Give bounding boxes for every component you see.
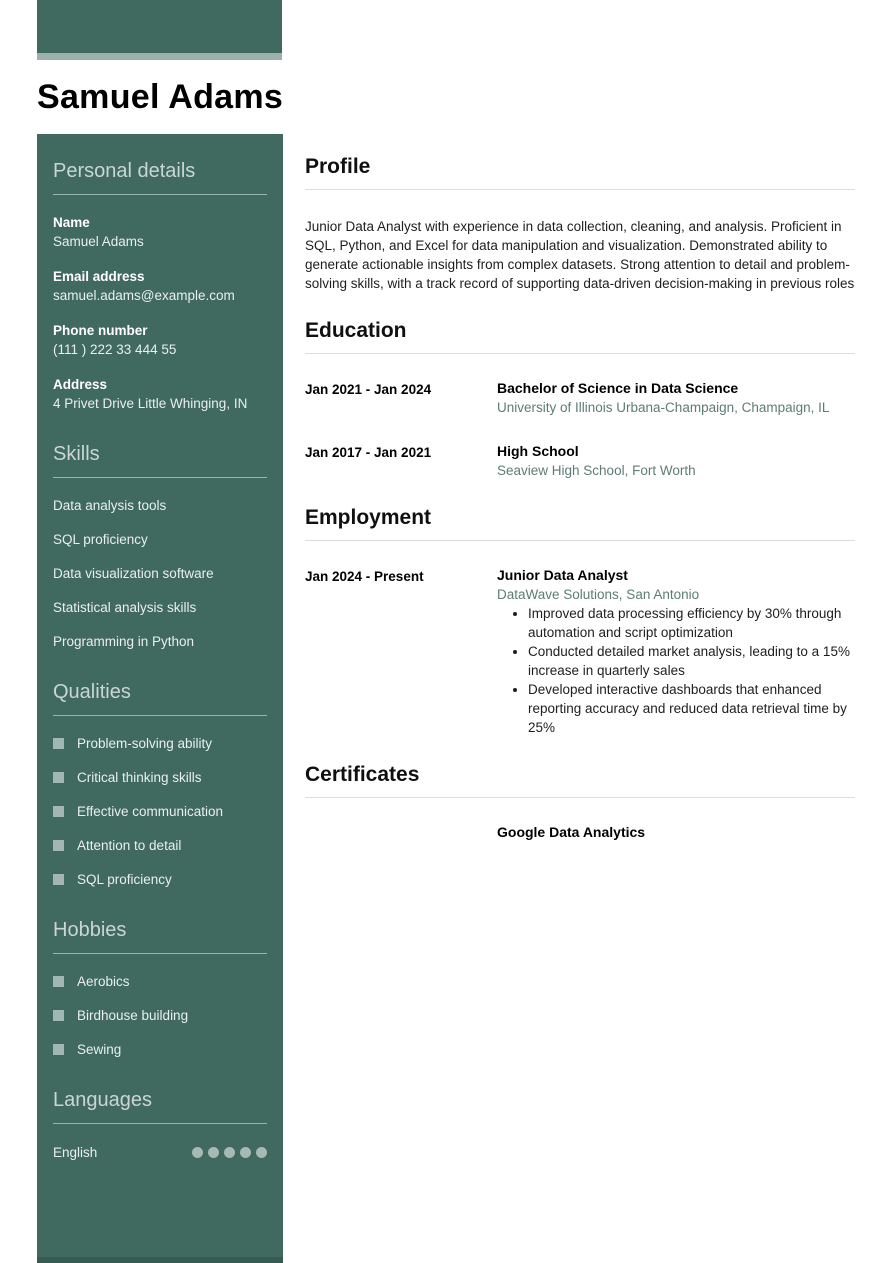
sidebar-section-hobbies bbox=[53, 919, 267, 1059]
square-bullet-icon bbox=[53, 1044, 64, 1055]
profile-heading: Profile bbox=[305, 156, 855, 190]
level-dot-icon bbox=[192, 1147, 203, 1158]
field-value: (111 ) 222 33 444 55 bbox=[53, 342, 177, 357]
sidebar-section-skills bbox=[53, 443, 267, 651]
quality-label: Effective communication bbox=[77, 804, 224, 819]
languages-heading: Languages bbox=[53, 1089, 267, 1124]
field-label: Name bbox=[53, 215, 90, 230]
institution-name: Seaview High School, Fort Worth bbox=[497, 463, 696, 478]
hobbies-list bbox=[53, 972, 267, 1059]
employment-entries bbox=[305, 566, 855, 737]
entry-dates: Jan 2021 - Jan 2024 bbox=[305, 382, 432, 397]
employment-entry bbox=[305, 566, 855, 737]
quality-item bbox=[53, 734, 267, 753]
languages-list bbox=[53, 1143, 267, 1162]
entry-dates bbox=[305, 823, 497, 842]
field-value: samuel.adams@example.com bbox=[53, 288, 235, 303]
square-bullet-icon bbox=[53, 840, 64, 851]
certificate-title: Google Data Analytics bbox=[497, 824, 646, 840]
field-value: Samuel Adams bbox=[53, 234, 144, 249]
name-title: Samuel Adams bbox=[37, 78, 284, 116]
personal-details-heading: Personal details bbox=[53, 160, 267, 195]
hobby-label: Sewing bbox=[77, 1042, 122, 1057]
skills-heading: Skills bbox=[53, 443, 267, 478]
skill-item: SQL proficiency bbox=[53, 532, 148, 547]
quality-item bbox=[53, 802, 267, 821]
hobby-label: Birdhouse building bbox=[77, 1008, 189, 1023]
photo-placeholder bbox=[37, 0, 282, 60]
quality-item bbox=[53, 836, 267, 855]
hobby-item bbox=[53, 1040, 267, 1059]
language-name: English bbox=[53, 1145, 98, 1160]
entry-content bbox=[497, 823, 855, 842]
field-value: 4 Privet Drive Little Whinging, IN bbox=[53, 396, 248, 411]
job-title: Junior Data Analyst bbox=[497, 567, 628, 583]
entry-dates: Jan 2017 - Jan 2021 bbox=[305, 445, 432, 460]
achievement-item: • Improved data processing efficiency by 30% through automation and script optimization bbox=[528, 604, 855, 642]
achievements-list bbox=[497, 604, 855, 737]
quality-item bbox=[53, 768, 267, 787]
section-education bbox=[305, 320, 855, 480]
entry-content bbox=[497, 379, 855, 417]
sidebar-section-languages bbox=[53, 1089, 267, 1162]
degree-title: Bachelor of Science in Data Science bbox=[497, 380, 739, 396]
personal-details-fields bbox=[53, 213, 267, 413]
education-entries bbox=[305, 379, 855, 480]
square-bullet-icon bbox=[53, 806, 64, 817]
skill-item: Data visualization software bbox=[53, 566, 214, 581]
level-dot-icon bbox=[240, 1147, 251, 1158]
section-certificates bbox=[305, 764, 855, 842]
field-label: Address bbox=[53, 377, 108, 392]
institution-name: University of Illinois Urbana-Champaign, Champaign, IL bbox=[497, 400, 830, 415]
square-bullet-icon bbox=[53, 1010, 64, 1021]
square-bullet-icon bbox=[53, 874, 64, 885]
personal-detail-field bbox=[53, 321, 267, 359]
skills-list bbox=[53, 496, 267, 651]
qualities-list bbox=[53, 734, 267, 889]
education-heading: Education bbox=[305, 320, 855, 354]
personal-detail-field bbox=[53, 267, 267, 305]
sidebar-section-qualities bbox=[53, 681, 267, 889]
company-name: DataWave Solutions, San Antonio bbox=[497, 587, 700, 602]
level-dot-icon bbox=[256, 1147, 267, 1158]
square-bullet-icon bbox=[53, 772, 64, 783]
personal-detail-field bbox=[53, 375, 267, 413]
language-level-dots bbox=[187, 1147, 267, 1158]
square-bullet-icon bbox=[53, 738, 64, 749]
quality-item bbox=[53, 870, 267, 889]
entry-dates: Jan 2024 - Present bbox=[305, 569, 424, 584]
square-bullet-icon bbox=[53, 976, 64, 987]
certificate-entries bbox=[305, 823, 855, 842]
level-dot-icon bbox=[224, 1147, 235, 1158]
hobbies-heading: Hobbies bbox=[53, 919, 267, 954]
field-label: Phone number bbox=[53, 323, 148, 338]
quality-label: Problem-solving ability bbox=[77, 736, 213, 751]
quality-label: SQL proficiency bbox=[77, 872, 172, 887]
entry-content bbox=[497, 566, 855, 737]
personal-detail-field bbox=[53, 213, 267, 251]
employment-heading: Employment bbox=[305, 507, 855, 541]
profile-text: Junior Data Analyst with experience in data collection, cleaning, and analysis. Proficient in SQL, Python, and Excel for data manipulation and visualization. Demonstrated ability to generate actionable insights from complex datasets. Strong attention to detail and problem-solving skills, with a track record of supporting data-driven decision-making in previous roles bbox=[305, 219, 855, 291]
sidebar bbox=[37, 134, 283, 1263]
language-row bbox=[53, 1143, 267, 1162]
hobby-label: Aerobics bbox=[77, 974, 130, 989]
degree-title: High School bbox=[497, 443, 579, 459]
field-label: Email address bbox=[53, 269, 145, 284]
section-employment bbox=[305, 507, 855, 737]
education-entry bbox=[305, 442, 855, 480]
achievement-item: • Conducted detailed market analysis, leading to a 15% increase in quarterly sales bbox=[528, 642, 855, 680]
skill-item: Programming in Python bbox=[53, 634, 195, 649]
quality-label: Critical thinking skills bbox=[77, 770, 202, 785]
skill-item: Statistical analysis skills bbox=[53, 600, 197, 615]
education-entry bbox=[305, 379, 855, 417]
certificates-heading: Certificates bbox=[305, 764, 855, 798]
achievement-item: • Developed interactive dashboards that enhanced reporting accuracy and reduced data retrieval time by 25% bbox=[528, 680, 855, 737]
certificate-entry bbox=[305, 823, 855, 842]
hobby-item bbox=[53, 972, 267, 991]
section-profile bbox=[305, 156, 855, 293]
hobby-item bbox=[53, 1006, 267, 1025]
quality-label: Attention to detail bbox=[77, 838, 182, 853]
sidebar-section-personal-details bbox=[53, 160, 267, 413]
main-content bbox=[305, 156, 855, 842]
skill-item: Data analysis tools bbox=[53, 498, 167, 513]
level-dot-icon bbox=[208, 1147, 219, 1158]
entry-content bbox=[497, 442, 855, 480]
qualities-heading: Qualities bbox=[53, 681, 267, 716]
